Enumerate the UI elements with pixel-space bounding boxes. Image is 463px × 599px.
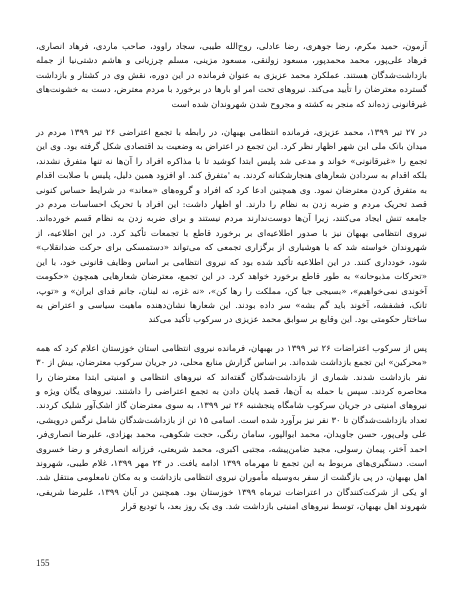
page-number: 155 <box>36 558 50 568</box>
paragraph-1: آزمون، حمید مکرم، رضا جوهری، رضا عادلی، روح‌الله طیبی، سجاد راوود، صاحب ماردی، فرهاد انصاری، فرهاد علی‌پور، محمد محمدپور، مسعود زولنقی، مسعود مزینی، مسلم چرزیانی و هاشم دشتی‌نیا از جمله بازداشت‌شدگان هستند. عملکرد محمد عزیزی به عنوان فرمانده در این دوره، نقش وی در کشتار و بازداشت گسترده معترضان را تأیید می‌کند. نیروهای تحت امر او بارها در برخورد با مردم معترض، دست به خشونت‌های غیرقانونی زده‌اند که منجر به کشته و مجروح شدن شهروندان شده است <box>36 42 427 110</box>
page-body <box>36 40 427 529</box>
paragraph-3: پس از سرکوب اعتراضات ۲۶ تیر ۱۳۹۹ در بهبهان، فرمانده نیروی انتظامی استان خوزستان اعلام کرد که همه «محرکین» این تجمع بازداشت شده‌اند. بر اساس گزارش منابع محلی، در جریان سرکوب معترضان، بیش از ۳۰ نفر بازداشت شدند. شماری از بازداشت‌شدگان گفته‌اند که نیروهای انتظامی و امنیتی ابتدا معترضان را محاصره کردند. سپس با حمله به آن‌ها، قصد پایان دادن به تجمع اعتراضی را داشتند. نیروهای یگان ویژه و نیروهای امنیتی در جریان سرکوب شامگاه پنجشنبه ۲۶ تیر ۱۳۹۹، به سوی معترضان گاز اشک‌آور شلیک کردند. تعداد بازداشت‌شدگان تا ۳۰ نفر نیز برآورد شده است. اسامی ۱۵ تن از بازداشت‌شدگان شامل نرگس درویشی، علی ولی‌پور، حسن جاویدان، محمد ابوالپور، سامان رنگی، حجت شکوهی، محمد بهزادی، علیرضا انصاری‌فر، احمد آختر، پیمان رسولی، مجید ضامن‌پیشه، مجتبی اکبری، محمد شریعتی، فرزانه انصاری‌فر و رضا خسروی است. دستگیری‌های مربوط به این تجمع تا مهرماه ۱۳۹۹ ادامه یافت. در ۲۴ مهر ۱۳۹۹، غلام طیبی، شهروند اهل بهبهان، در پی بازگشت از سفر به‌وسیله مأموران نیروی انتظامی بازداشت و به مکان نامعلومی منتقل شد. او یکی از شرکت‌کنندگان در اعتراضات تیرماه ۱۳۹۹ خوزستان بود. همچنین در آبان ۱۳۹۹، علیرضا شریفی، شهروند اهل بهبهان، توسط نیروهای امنیتی بازداشت شد. وی یک روز بعد، با تودیع قرار <box>36 343 428 513</box>
paragraph-2: در ۲۷ تیر ۱۳۹۹، محمد عزیزی، فرمانده انتظامی بهبهان، در رابطه با تجمع اعتراضی ۲۶ تیر ۱۳۹۹ مردم در میدان بانک ملی این شهر اظهار نظر کرد. این تجمع در اعتراض به وضعیت بد اقتصادی شکل گرفته بود. وی این تجمع را «غیرقانونی» خواند و مدعی شد پلیس ابتدا کوشید تا با مذاکره افراد را آن‌ها نه تنها متفرق نشدند، بلکه اقدام به سردادن شعارهای هنجارشکنانه کردند. به 'متفرق کند. او افزود همین دلیل، پلیس با صلابت اقدام به متفرق کردن معترضان نمود. وی همچنین ادعا کرد که افراد و گروه‌های «معاند» در شرایط حساس کنونی قصد تحریک مردم و ضربه زدن به نظام را دارند. او اظهار داشت: این افراد با تحریک احساسات مردم در جامعه تنش ایجاد می‌کنند، زیرا آن‌ها دوست‌ندارند مردم نیستند و برای ضربه زدن به نظام قسم خورده‌اند. نیروی انتظامی بهبهان نیز با صدور اطلاعیه‌ای بر برخورد قاطع با تجمعات تأکید کرد. در این اطلاعیه، از شهروندان خواسته شد که با هوشیاری از برگزاری تجمعی که می‌تواند «دستمسکی برای حرکت ضدانقلاب» شود، خودداری کنند. در این اطلاعیه تأکید شده بود که نیروی انتظامی بر اساس وظایف قانونی خود، با این «تحرکات مذبوحانه» به طور قاطع برخورد خواهد کرد. در این تجمع، معترضان شعارهایی همچون «حکومت آخوندی نمی‌خواهیم»، «بسیجی جیا کن، مملکت را رها کن»، «نه غزه، نه لبنان، جانم فدای ایران» و «توپ، تانک، فشفشه، آخوند باید گم بشه» سر داده بودند. این شعارها نشان‌دهنده ماهیت سیاسی و اعتراض به ساختار حکومتی بود. این وقایع بر سوابق محمد عزیزی در سرکوب تأکید می‌کند <box>36 128 427 326</box>
